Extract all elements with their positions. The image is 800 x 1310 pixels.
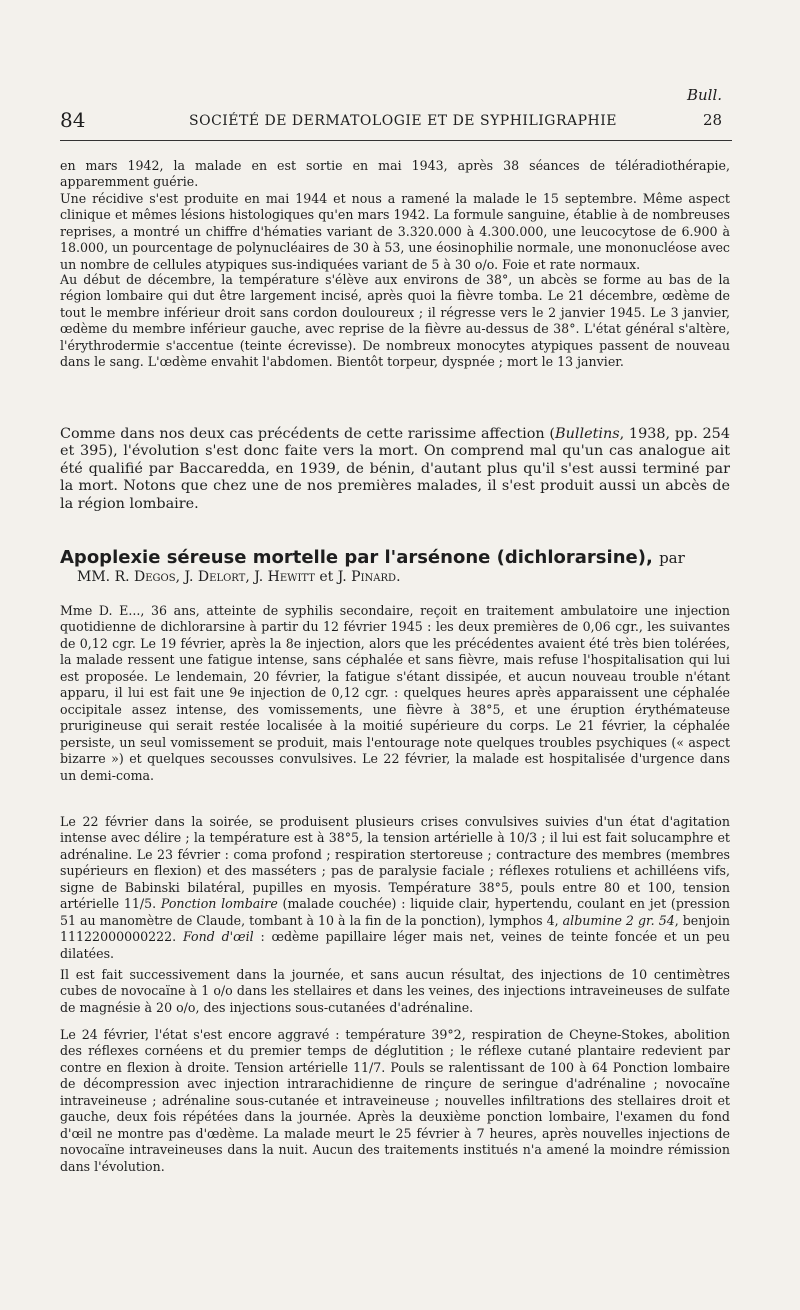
comment-paragraph: Comme dans nos deux cas précédents de cette rarissime affection (Bulletins, 1938, pp. 254 et 395), l'évolution s'est donc faite vers la mort. On comprend mal qu'un cas analogue ait été qualifié par Baccaredda, en 1939, de bénin, d'autant plus qu'il s'est aussi terminé par la mort. Notons que chez une de nos premières malades, il s'est produit aussi un abcès de la région lombaire. — [60, 426, 730, 512]
page-number: 84 — [60, 108, 86, 132]
volume-number: 28 — [703, 111, 723, 129]
article-title: Apoplexie séreuse mortelle par l'arsénone (dichlorarsine), par — [60, 547, 685, 568]
report-paragraph: Le 24 février, l'état s'est encore aggravé : température 39°2, respiration de Cheyne-Stokes, abolition des réflexes cornéens et du premier temps de déglutition ; le réflexe cutané plantaire redevient par contre en flexion à droite. Tension artérielle 11/7. Pouls se ralentissant de 100 à 64 Ponction lombaire de décompression avec injection intrarachidienne de rinçure de seringue d'adrénaline ; novocaïne intraveineuse ; adrénaline sous-cutanée et intraveineuse ; nouvelles infiltrations des stellaires droit et gauche, deux fois répétées dans la journée. Après la deuxième ponction lombaire, l'examen du fond d'œil ne montre pas d'œdème. La malade meurt le 25 février à 7 heures, après nouvelles injections de novocaïne intraveineuses dans la nuit. Aucun des traitements institués n'a amené la moindre rémission dans l'évolution. — [60, 1027, 730, 1174]
report-paragraph: Il est fait successivement dans la journée, et sans aucun résultat, des injections de 10 centimètres cubes de novocaïne à 1 o/o dans les stellaires et dans les veines, des injections intraveineuses de sulfate de magnésie à 20 o/o, des injections sous-cutanées d'adrénaline. — [60, 967, 730, 1015]
report-paragraph: Le 22 février dans la soirée, se produisent plusieurs crises convulsives suivies d'un état d'agitation intense avec délire ; la température est à 38°5, la tension artérielle à 10/3 ; il lui est fait solucamphre et adrénaline. Le 23 février : coma profond ; respiration stertoreuse ; contracture des membres (membres supérieurs en flexion) et des masséters ; pas de paralysie faciale ; réflexes rotuliens et achilléens vifs, signe de Babinski bilatéral, pupilles en myosis. Température 38°5, pouls entre 80 et 100, tension artérielle 11/5. Ponction lombaire (malade couchée) : liquide clair, hypertendu, coulant en jet (pression 51 au manomètre de Claude, tombant à 10 à la fin de la ponction), lymphos 4, albumine 2 gr. 54, benjoin 11122000000222. Fond d'œil : œdème papillaire léger mais net, veines de teinte foncée et un peu dilatées. — [60, 814, 731, 961]
bulletin-abbreviation: Bull. — [687, 86, 723, 104]
report-paragraph: Mme D. E..., 36 ans, atteinte de syphilis secondaire, reçoit en traitement ambulatoire une injection quotidienne de dichlorarsine à partir du 12 février 1945 : les deux premières de 0,06 cgr., les suivantes de 0,12 cgr. Le 19 février, après la 8e injection, alors que les précédentes avaient été très bien tolérées, la malade ressent une fatigue intense, sans céphalée et sans fièvre, mais refuse l'hospitalisation qui lui est proposée. Le lendemain, 20 février, la fatigue s'étant dissipée, et aucun nouveau trouble n'étant apparu, il lui est fait une 9e injection de 0,12 cgr. : quelques heures après apparaissent une céphalée occipitale assez intense, des vomissements, une fièvre à 38°5, et une éruption érythémateuse prurigineuse qui serait restée localisée à la moitié supérieure du corps. Le 21 février, la céphalée persiste, un seul vomissement se produit, mais l'entourage note quelques troubles psychiques (« aspect bizarre ») et quelques secousses convulsives. Le 22 février, la malade est hospitalisée d'urgence dans un demi-coma. — [60, 603, 730, 783]
author-pinard: Pinard — [351, 569, 397, 585]
author-degos: Degos — [134, 569, 176, 585]
header-rule — [60, 140, 732, 141]
article-authors: MM. R. Degos, J. Delort, J. Hewitt et J. Pinard. — [77, 569, 401, 585]
running-title: SOCIÉTÉ DE DERMATOLOGIE ET DE SYPHILIGRAPHIE — [189, 113, 618, 129]
citation-title: Bulletins — [555, 426, 620, 442]
case-paragraph: Au début de décembre, la température s'élève aux environs de 38°, un abcès se forme au bas de la région lombaire qui dut être largement incisé, après quoi la fièvre tomba. Le 21 décembre, œdème de tout le membre inférieur droit sans cordon douloureux ; il régresse vers le 2 janvier 1945. Le 3 janvier, œdème du membre inférieur gauche, avec reprise de la fièvre au-dessus de 38°. L'état général s'altère, l'érythrodermie s'accentue (teinte écrevisse). De nombreux monocytes atypiques passent de nouveau dans le sang. L'œdème envahit l'abdomen. Bientôt torpeur, dyspnée ; mort le 13 janvier. — [60, 272, 730, 370]
author-delort: Delort — [197, 569, 246, 585]
case-paragraph: Une récidive s'est produite en mai 1944 et nous a ramené la malade le 15 septembre. Même aspect clinique et mêmes lésions histologiques qu'en mars 1942. La formule sanguine, établie à de nombreuses reprises, a montré un chiffre d'hématies variant de 3.320.000 à 4.300.000, une leucocytose de 6.900 à 18.000, un pourcentage de polynucléaires de 30 à 53, une éosinophilie normale, une mononucléose avec un nombre de cellules atypiques sus-indiquées variant de 5 à 30 o/o. Foie et rate normaux. — [60, 191, 730, 272]
author-hewitt: Hewitt — [267, 569, 315, 585]
case-paragraph: en mars 1942, la malade en est sortie en mai 1943, après 38 séances de téléradiothérapie, apparemment guérie. — [60, 158, 730, 190]
